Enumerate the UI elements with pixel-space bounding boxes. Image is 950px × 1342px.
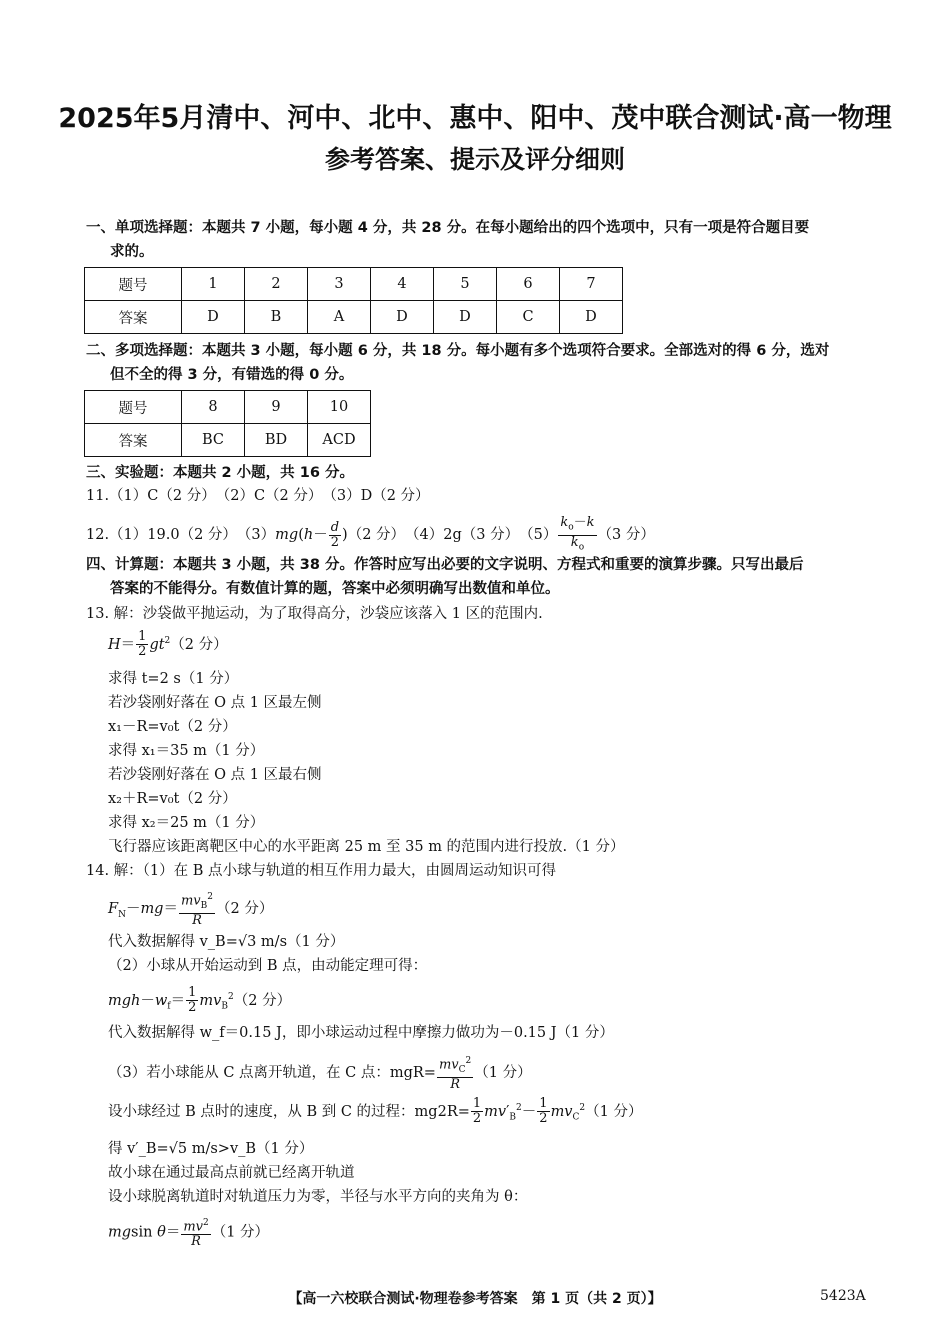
table-row <box>85 424 371 457</box>
q14-formula: 设小球经过 B 点时的速度，从 B 到 C 的过程：mg2R= $\frac{1}{2}$ $mv'_B^2-$ $\frac{1}{2}$ $mv_C^2(1$ 分） <box>108 1096 643 1127</box>
fraction: $\frac{1}{2}$ <box>138 629 147 660</box>
q13-line: 若沙袋刚好落在 O 点 1 区最右侧 <box>108 767 322 783</box>
q13-line: 飞行器应该距离靶区中心的水平距离 25 m 至 35 m 的范围内进行投放.（1 分） <box>108 839 625 855</box>
table-row <box>85 391 371 424</box>
table-cell: BC <box>182 424 245 457</box>
q14-line: 14. 解：（1）在 B 点小球与轨道的相互作用力最大，由圆周运动知识可得 <box>86 863 557 879</box>
q13-line: x₂＋R=v₀t（2 分） <box>108 791 237 807</box>
table-cell: 6 <box>497 268 560 301</box>
section-4-heading: 四、计算题：本题共 3 小题，共 38 分。作答时应写出必要的文字说明、方程式和重要的演算步骤。只写出最后 答案的不能得分。有数值计算的题，答案中必须明确写出数值和单位。 <box>86 557 804 597</box>
q14-line: 设小球脱离轨道时对轨道压力为零，半径与水平方向的夹角为 θ： <box>108 1189 528 1205</box>
table-cell: ACD <box>308 424 371 457</box>
table-cell: D <box>434 301 497 334</box>
table-cell: C <box>497 301 560 334</box>
table-cell: 1 <box>182 268 245 301</box>
table-cell: 2 <box>245 268 308 301</box>
page-title: 2025年5月清中、河中、北中、惠中、阳中、茂中联合测试·高一物理 <box>58 103 892 134</box>
fraction: $\frac{k_o-k}{k_o}$ <box>560 515 595 553</box>
fraction: $\frac{1}{2}$ <box>539 1096 548 1127</box>
q14-formula: $F_N-mg=$ $\frac{mv_B^2}{R}$ （2 分） <box>108 892 274 928</box>
table-cell: 7 <box>560 268 623 301</box>
section-2-heading: 二、多项选择题：本题共 3 小题，每小题 6 分，共 18 分。每小题有多个选项符合要求。全部选对的得 6 分，选对 但不全的得 3 分，有错选的得 0 分。 <box>86 343 830 383</box>
q14-line: （2）小球从开始运动到 B 点，由动能定理可得： <box>108 958 428 974</box>
table-cell: D <box>560 301 623 334</box>
fraction: $\frac{d}{2}$ <box>330 519 340 550</box>
q13-line: 求得 x₁＝35 m（1 分） <box>108 743 265 759</box>
q14-formula: mgsin θ＝ $\frac{mv^2}{R}$ （1 分） <box>108 1218 270 1250</box>
fraction: $\frac{mv_B^2}{R}$ <box>180 892 214 928</box>
q13-line: 若沙袋刚好落在 O 点 1 区最左侧 <box>108 695 322 711</box>
table-cell: 8 <box>182 391 245 424</box>
page-footer: 【高一六校联合测试·物理卷参考答案 第 1 页（共 2 页）】 <box>288 1291 662 1307</box>
table-cell: 4 <box>371 268 434 301</box>
paper-code: 5423A <box>820 1288 866 1304</box>
answer-line-q11: 11.（1）C（2 分） （2）C（2 分） （3）D（2 分） <box>86 488 430 504</box>
table-cell: B <box>245 301 308 334</box>
table-cell: BD <box>245 424 308 457</box>
section-3-heading: 三、实验题：本题共 2 小题，共 16 分。 <box>86 465 354 481</box>
table-cell: 题号 <box>85 268 182 301</box>
q14-line: 代入数据解得 v_B=√3 m/s（1 分） <box>108 934 345 950</box>
section-1-heading: 一、单项选择题：本题共 7 小题，每小题 4 分，共 28 分。在每小题给出的四个选项中，只有一项是符合题目要 求的。 <box>86 220 810 260</box>
answer-table-1 <box>84 267 623 334</box>
q14-formula: （3）若小球能从 C 点离开轨道，在 C 点：mgR= $\frac{mv_C^2}{R}$ （1 分） <box>108 1056 532 1092</box>
q14-formula: $mgh-w_f=$ $\frac{1}{2}$ $mv_B^2(2$ 分） <box>108 985 292 1016</box>
answer-line-q12: 12.（1）19.0（2 分） （3）mg(h－ $\frac{d}{2}$ )（2 分） （4）2g（3 分） （5） $\frac{k_o-k}{k_o}$ （3 分） <box>86 515 655 553</box>
table-cell: D <box>371 301 434 334</box>
fraction: $\frac{1}{2}$ <box>188 985 197 1016</box>
table-cell: 5 <box>434 268 497 301</box>
table-cell: 9 <box>245 391 308 424</box>
table-cell: D <box>182 301 245 334</box>
table-row <box>85 301 623 334</box>
table-cell: 题号 <box>85 391 182 424</box>
table-cell: 答案 <box>85 301 182 334</box>
q14-line: 得 v′_B=√5 m/s>v_B（1 分） <box>108 1141 314 1157</box>
table-cell: A <box>308 301 371 334</box>
fraction: $\frac{mv^2}{R}$ <box>183 1218 209 1250</box>
fraction: $\frac{1}{2}$ <box>472 1096 482 1127</box>
table-row <box>85 268 623 301</box>
q13-formula: H＝ $\frac{1}{2}$ $gt^2(2$ 分） <box>108 629 228 660</box>
q13-line: 求得 x₂＝25 m（1 分） <box>108 815 265 831</box>
page-subtitle: 参考答案、提示及评分细则 <box>324 145 625 174</box>
answer-table-2 <box>84 390 371 457</box>
table-cell: 10 <box>308 391 371 424</box>
q13-line: 13. 解：沙袋做平抛运动，为了取得高分，沙袋应该落入 1 区的范围内. <box>86 606 543 622</box>
table-cell: 3 <box>308 268 371 301</box>
fraction: $\frac{mv_C^2}{R}$ <box>438 1056 472 1092</box>
q13-line: x₁－R=v₀t（2 分） <box>108 719 237 735</box>
table-cell: 答案 <box>85 424 182 457</box>
q13-line: 求得 t=2 s（1 分） <box>108 671 239 687</box>
q14-line: 故小球在通过最高点前就已经离开轨道 <box>108 1165 355 1181</box>
q14-line: 代入数据解得 w_f＝0.15 J，即小球运动过程中摩擦力做功为－0.15 J（1 分） <box>108 1025 614 1041</box>
